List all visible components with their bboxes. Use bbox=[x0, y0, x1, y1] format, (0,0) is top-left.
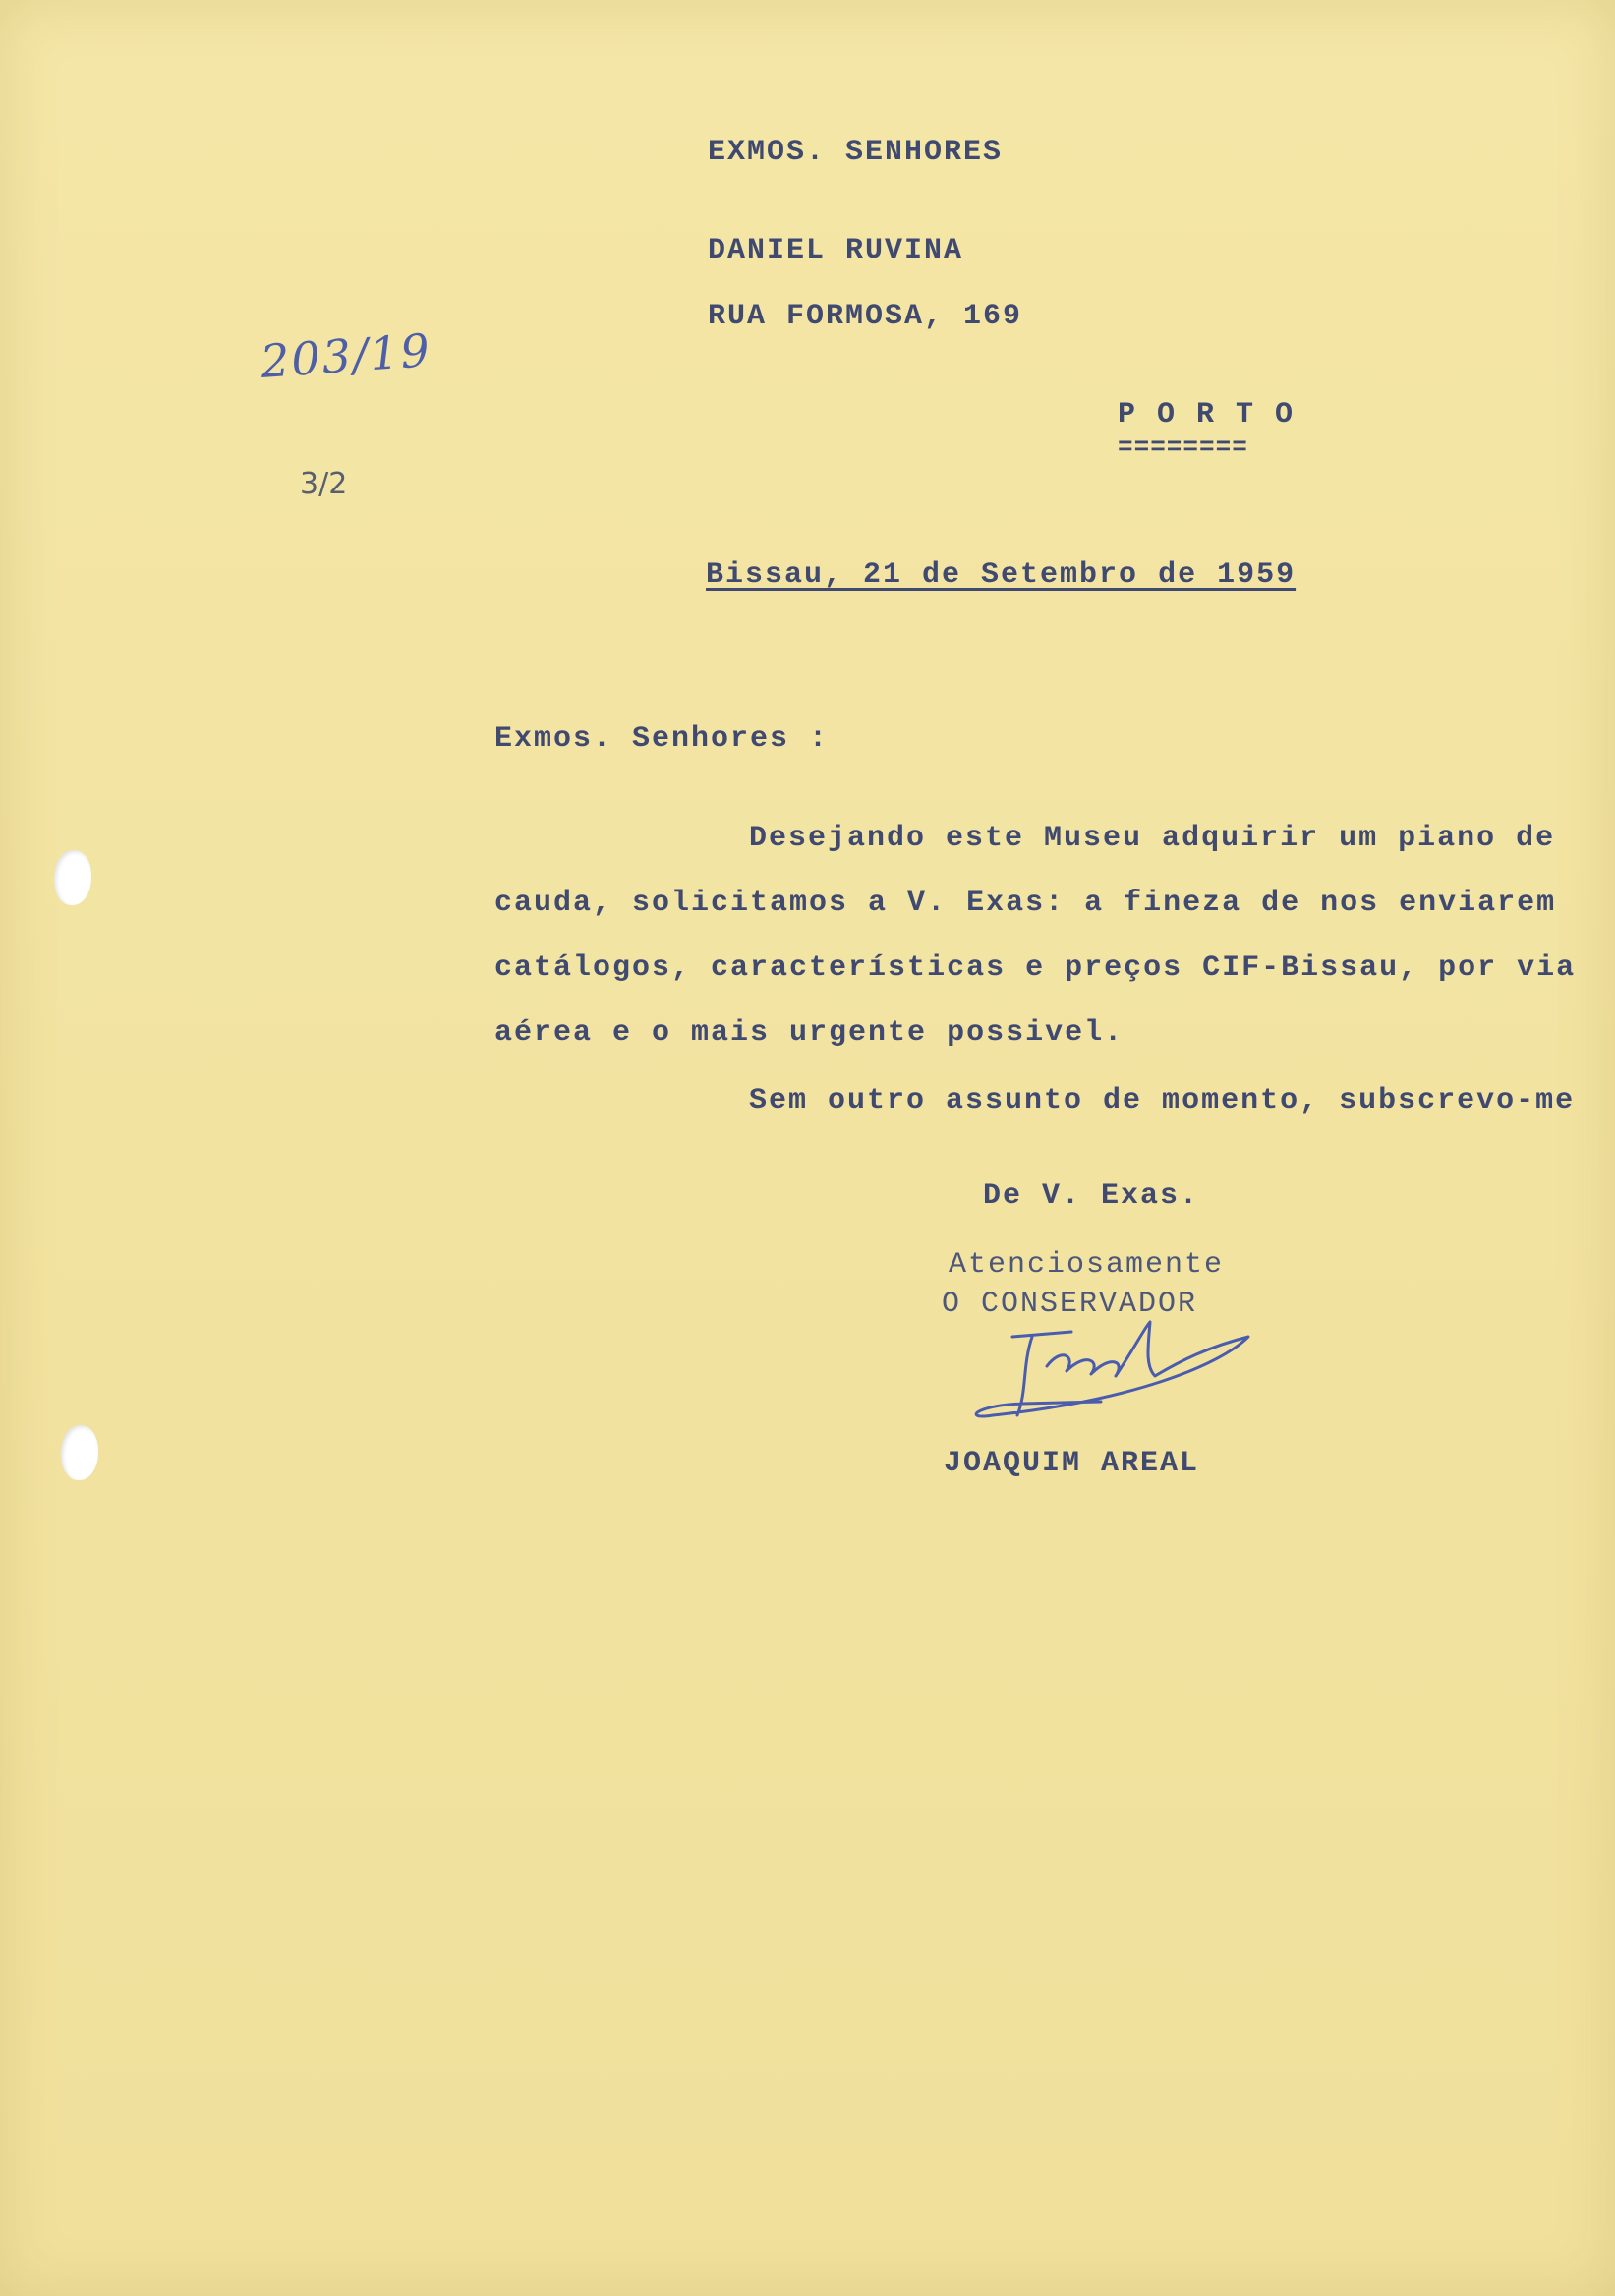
date-line: Bissau, 21 de Setembro de 1959 bbox=[706, 558, 1297, 592]
recipient-name: DANIEL RUVINA bbox=[708, 234, 964, 267]
recipient-address: RUA FORMOSA, 169 bbox=[708, 300, 1023, 333]
body-line-4: aérea e o mais urgente possivel. bbox=[494, 1016, 1125, 1050]
signer-title: O CONSERVADOR bbox=[942, 1288, 1198, 1321]
closing-de-v-exas: De V. Exas. bbox=[983, 1179, 1200, 1213]
body-line-2: cauda, solicitamos a V. Exas: a fineza de nos enviarem bbox=[494, 887, 1557, 920]
pencil-reference: 3/2 bbox=[300, 467, 348, 501]
body-line-1: Desejando este Museu adquirir um piano de bbox=[749, 822, 1556, 855]
recipient-salutation: EXMOS. SENHORES bbox=[708, 136, 1004, 169]
body-closing-line: Sem outro assunto de momento, subscrevo-me bbox=[749, 1084, 1576, 1118]
handwritten-signature bbox=[953, 1307, 1268, 1445]
city-double-rule: ======== bbox=[1118, 432, 1248, 462]
handwritten-reference: 203/19 bbox=[259, 323, 433, 388]
punch-hole-lower bbox=[61, 1425, 98, 1480]
punch-hole-upper bbox=[54, 850, 91, 905]
recipient-city: P O R T O bbox=[1118, 398, 1296, 431]
closing-atenciosamente: Atenciosamente bbox=[949, 1248, 1225, 1282]
signer-name: JOAQUIM AREAL bbox=[944, 1447, 1200, 1480]
letter-greeting: Exmos. Senhores : bbox=[494, 722, 830, 756]
body-line-3: catálogos, características e preços CIF-Bissau, por via bbox=[494, 951, 1577, 985]
